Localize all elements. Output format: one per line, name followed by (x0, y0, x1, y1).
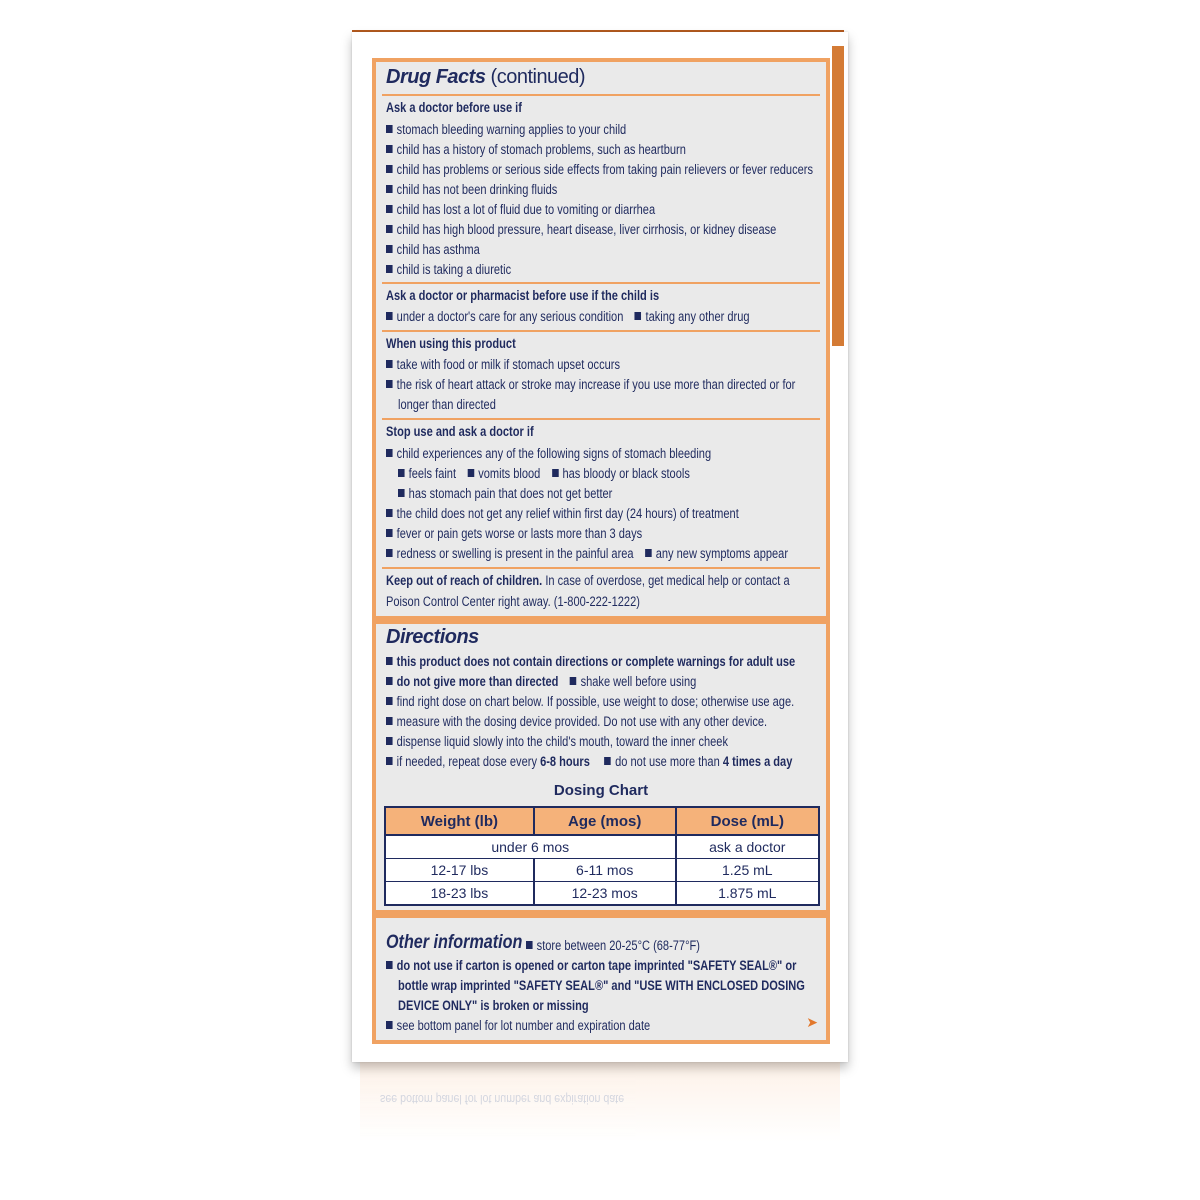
list-item-text: do not use more than (604, 754, 719, 769)
ask-pharmacist-heading: Ask a doctor or pharmacist before use if the child is (386, 288, 660, 303)
ask-doctor-heading: Ask a doctor before use if (386, 100, 522, 115)
table-header-row (385, 807, 819, 835)
table-cell: 12-17 lbs (385, 859, 534, 882)
table-cell: ask a doctor (676, 835, 819, 859)
list-item: measure with the dosing device provided. Do not use with any other device. (386, 714, 767, 729)
list-item: store between 20-25°C (68-77°F) (526, 938, 700, 953)
dosing-chart-table (384, 806, 820, 906)
list-item: dispense liquid slowly into the child's mouth, toward the inner cheek (386, 734, 728, 749)
directions-title: Directions (386, 626, 479, 648)
when-using-heading: When using this product (386, 336, 516, 351)
other-info-first-line (386, 932, 546, 954)
drug-facts-title (386, 66, 585, 89)
list-item (386, 754, 792, 769)
stop-use-heading: Stop use and ask a doctor if (386, 424, 534, 439)
list-item-text: shake well before using (570, 674, 696, 689)
list-item-emphasis: 6-8 hours (540, 754, 590, 769)
other-information-panel (372, 914, 830, 1044)
table-row (385, 859, 819, 882)
list-item: child is taking a diuretic (386, 262, 511, 277)
keep-out-heading: Keep out of reach of children. (386, 573, 543, 588)
list-item: the risk of heart attack or stroke may increase if you use more than directed or for (386, 377, 795, 392)
list-item-text: under a doctor's care for any serious condition (386, 309, 623, 324)
drug-facts-title-bold: Drug Facts (386, 66, 486, 88)
table-cell: under 6 mos (385, 835, 676, 859)
table-cell: 6-11 mos (534, 859, 676, 882)
reflection-text: see bottom panel for lot number and expiration date (380, 1092, 625, 1107)
list-item-text: vomits blood (468, 466, 541, 481)
list-item-text: any new symptoms appear (645, 546, 788, 561)
list-item: do not use if carton is opened or carton tape imprinted "SAFETY SEAL®" or (386, 958, 796, 973)
keep-out-line2: Poison Control Center right away. (1-800-222-1222) (386, 594, 640, 609)
table-cell: 18-23 lbs (385, 882, 534, 906)
list-item: child has problems or serious side effects from taking pain relievers or fever reducers (386, 162, 813, 177)
divider (382, 94, 820, 96)
list-item: take with food or milk if stomach upset occurs (386, 357, 620, 372)
drug-facts-title-continued: (continued) (490, 66, 586, 88)
list-item: child has not been drinking fluids (386, 182, 557, 197)
list-item: child has high blood pressure, heart disease, liver cirrhosis, or kidney disease (386, 222, 776, 237)
list-item (386, 674, 696, 689)
list-item-text: taking any other drug (635, 309, 750, 324)
table-header: Dose (mL) (676, 807, 819, 835)
list-item (386, 309, 750, 324)
directions-panel (372, 620, 830, 914)
table-cell: 1.875 mL (676, 882, 819, 906)
list-item-text: if needed, repeat dose every (386, 754, 537, 769)
list-item: child has asthma (386, 242, 480, 257)
list-item (386, 546, 788, 561)
table-header: Weight (lb) (385, 807, 534, 835)
table-header: Age (mos) (534, 807, 676, 835)
other-info-title: Other information (386, 932, 523, 953)
list-item: find right dose on chart below. If possible, use weight to dose; otherwise use age. (386, 694, 794, 709)
list-item-emphasis: 4 times a day (722, 754, 793, 769)
list-item-text: has bloody or black stools (552, 466, 690, 481)
keep-out-line1 (386, 573, 790, 588)
list-item-continued: DEVICE ONLY" is broken or missing (398, 998, 589, 1013)
list-item: stomach bleeding warning applies to your child (386, 122, 626, 137)
carton-reflection (360, 1062, 840, 1142)
table-row (385, 835, 819, 859)
dosing-chart-title: Dosing Chart (553, 782, 649, 799)
list-item: the child does not get any relief within first day (24 hours) of treatment (386, 506, 739, 521)
arrow-right-icon: ➤ (806, 1014, 818, 1030)
list-item: child experiences any of the following signs of stomach bleeding (386, 446, 711, 461)
table-cell: 12-23 mos (534, 882, 676, 906)
drug-facts-panel (372, 58, 830, 620)
list-item-text: redness or swelling is present in the painful area (386, 546, 634, 561)
list-item: fever or pain gets worse or lasts more than 3 days (386, 526, 642, 541)
table-row (385, 882, 819, 906)
list-item-text: feels faint (398, 466, 456, 481)
table-cell: 1.25 mL (676, 859, 819, 882)
divider (382, 418, 820, 420)
list-item-text: do not give more than directed (386, 674, 558, 689)
list-item-continued: longer than directed (398, 397, 496, 412)
divider (382, 567, 820, 569)
list-item: see bottom panel for lot number and expiration date (386, 1018, 650, 1033)
carton-side-spine (832, 46, 844, 346)
list-item: child has lost a lot of fluid due to vomiting or diarrhea (386, 202, 655, 217)
list-item: this product does not contain directions or complete warnings for adult use (386, 654, 795, 669)
divider (382, 330, 820, 332)
divider (382, 282, 820, 284)
list-item-continued: bottle wrap imprinted "SAFETY SEAL®" and "USE WITH ENCLOSED DOSING (398, 978, 805, 993)
list-item: child has a history of stomach problems, such as heartburn (386, 142, 686, 157)
keep-out-text: In case of overdose, get medical help or contact a (545, 573, 790, 588)
list-item (398, 466, 690, 481)
list-item: has stomach pain that does not get better (398, 486, 612, 501)
